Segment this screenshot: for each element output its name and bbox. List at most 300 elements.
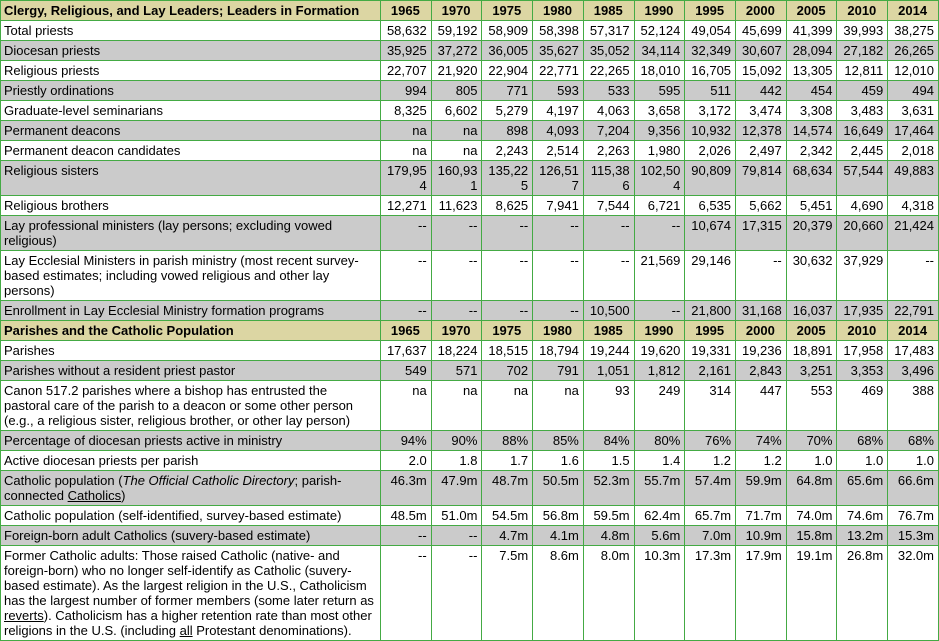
row-label [1,471,381,506]
value-cell: 27,182 [837,41,888,61]
value-cell: 791 [533,361,584,381]
value-cell: 2,243 [482,141,533,161]
value-cell: 21,569 [634,251,685,301]
value-cell: 45,699 [736,21,787,41]
year-header: 1990 [634,1,685,21]
value-cell: 3,483 [837,101,888,121]
value-cell: 66.6m [888,471,939,506]
value-cell: 9,356 [634,121,685,141]
value-cell: 22,265 [583,61,634,81]
value-cell: 19,620 [634,341,685,361]
value-cell: 4.8m [583,526,634,546]
value-cell: 447 [736,381,787,431]
value-cell: 593 [533,81,584,101]
value-cell: 5,451 [786,196,837,216]
table-row [1,41,939,61]
value-cell: 18,794 [533,341,584,361]
value-cell: 1.0 [888,451,939,471]
row-label: Religious brothers [1,196,381,216]
value-cell: -- [431,546,482,641]
value-cell: -- [888,251,939,301]
value-cell: 2,026 [685,141,736,161]
table-row [1,251,939,301]
year-header: 1970 [431,1,482,21]
value-cell: 58,909 [482,21,533,41]
value-cell: 8.6m [533,546,584,641]
value-cell: 32.0m [888,546,939,641]
value-cell: 35,627 [533,41,584,61]
row-label: Diocesan priests [1,41,381,61]
value-cell: 29,146 [685,251,736,301]
value-cell: 126,517 [533,161,584,196]
value-cell: -- [431,216,482,251]
value-cell: 17.3m [685,546,736,641]
value-cell: 18,515 [482,341,533,361]
value-cell: 17,464 [888,121,939,141]
value-cell: 14,574 [786,121,837,141]
value-cell: 12,010 [888,61,939,81]
value-cell: 314 [685,381,736,431]
value-cell: 12,811 [837,61,888,81]
value-cell: 7,544 [583,196,634,216]
value-cell: 469 [837,381,888,431]
value-cell: 59,192 [431,21,482,41]
value-cell: 8.0m [583,546,634,641]
value-cell: 57,317 [583,21,634,41]
value-cell: 1.6 [533,451,584,471]
table-row [1,301,939,321]
value-cell: 553 [786,381,837,431]
value-cell: 771 [482,81,533,101]
value-cell: 10,500 [583,301,634,321]
value-cell: 17.9m [736,546,787,641]
year-header: 1995 [685,321,736,341]
value-cell: 3,308 [786,101,837,121]
value-cell: 22,791 [888,301,939,321]
year-header: 1975 [482,321,533,341]
row-label: Priestly ordinations [1,81,381,101]
label-text: Former Catholic adults: Those raised Catholic (native- and foreign-born) who no longer self-identify as Catholic (suvery-based estimate). As the largest religion in the U.S., Catholicism has the largest number of former members (some later return as [4,548,374,608]
value-cell: 6,535 [685,196,736,216]
value-cell: 21,920 [431,61,482,81]
value-cell: 442 [736,81,787,101]
value-cell: 13.2m [837,526,888,546]
value-cell: na [381,141,432,161]
table-row [1,101,939,121]
value-cell: 59.5m [583,506,634,526]
row-label: Enrollment in Lay Ecclesial Ministry formation programs [1,301,381,321]
value-cell: 1.5 [583,451,634,471]
value-cell: 20,379 [786,216,837,251]
year-header: 1980 [533,1,584,21]
value-cell: 15.3m [888,526,939,546]
value-cell: 90% [431,431,482,451]
value-cell: 549 [381,361,432,381]
value-cell: 4,690 [837,196,888,216]
value-cell: 30,607 [736,41,787,61]
inline-link[interactable]: reverts [4,608,44,623]
value-cell: 37,929 [837,251,888,301]
table-row [1,21,939,41]
value-cell: 3,496 [888,361,939,381]
value-cell: 17,315 [736,216,787,251]
value-cell: 595 [634,81,685,101]
value-cell: 15.8m [786,526,837,546]
value-cell: 454 [786,81,837,101]
value-cell: 52.3m [583,471,634,506]
table-row [1,161,939,196]
value-cell: 1,980 [634,141,685,161]
value-cell: na [431,141,482,161]
value-cell: -- [533,251,584,301]
value-cell: 2,514 [533,141,584,161]
value-cell: -- [482,301,533,321]
value-cell: 16,705 [685,61,736,81]
value-cell: 74.6m [837,506,888,526]
value-cell: 12,271 [381,196,432,216]
value-cell: 56.8m [533,506,584,526]
row-label: Canon 517.2 parishes where a bishop has entrusted the pastoral care of the parish to a deacon or some other person (e.g., a religious sister, religious brother, or other lay person) [1,381,381,431]
value-cell: -- [482,251,533,301]
value-cell: 115,386 [583,161,634,196]
value-cell: 4,093 [533,121,584,141]
value-cell: 805 [431,81,482,101]
value-cell: 388 [888,381,939,431]
value-cell: 41,399 [786,21,837,41]
value-cell: 18,010 [634,61,685,81]
value-cell: -- [736,251,787,301]
value-cell: na [431,121,482,141]
value-cell: 26,265 [888,41,939,61]
table-row [1,121,939,141]
value-cell: -- [634,216,685,251]
value-cell: 80% [634,431,685,451]
value-cell: 7.0m [685,526,736,546]
value-cell: 49,054 [685,21,736,41]
section-header-row [1,321,939,341]
value-cell: 19.1m [786,546,837,641]
row-label: Catholic population (self-identified, survey-based estimate) [1,506,381,526]
table-row [1,546,939,641]
value-cell: 4,318 [888,196,939,216]
value-cell: -- [431,526,482,546]
value-cell: 1.0 [786,451,837,471]
value-cell: 84% [583,431,634,451]
label-text: ) [121,488,126,503]
value-cell: 28,094 [786,41,837,61]
value-cell: 22,771 [533,61,584,81]
value-cell: 19,331 [685,341,736,361]
value-cell: 31,168 [736,301,787,321]
value-cell: 16,649 [837,121,888,141]
value-cell: 7.5m [482,546,533,641]
year-header: 1985 [583,321,634,341]
value-cell: -- [431,301,482,321]
value-cell: 13,305 [786,61,837,81]
value-cell: 15,092 [736,61,787,81]
table-row [1,196,939,216]
value-cell: 5,662 [736,196,787,216]
value-cell: -- [431,251,482,301]
value-cell: 1,051 [583,361,634,381]
value-cell: -- [381,251,432,301]
value-cell: 76% [685,431,736,451]
value-cell: 3,631 [888,101,939,121]
year-header: 1965 [381,1,432,21]
value-cell: 21,424 [888,216,939,251]
value-cell: 94% [381,431,432,451]
value-cell: 4,197 [533,101,584,121]
section-title: Parishes and the Catholic Population [1,321,381,341]
value-cell: 17,935 [837,301,888,321]
value-cell: 58,398 [533,21,584,41]
value-cell: 39,993 [837,21,888,41]
value-cell: 52,124 [634,21,685,41]
value-cell: 2,497 [736,141,787,161]
value-cell: 36,005 [482,41,533,61]
value-cell: -- [583,216,634,251]
row-label: Permanent deacon candidates [1,141,381,161]
value-cell: na [482,381,533,431]
year-header: 2000 [736,1,787,21]
year-header: 1965 [381,321,432,341]
value-cell: 90,809 [685,161,736,196]
value-cell: 22,904 [482,61,533,81]
value-cell: na [381,121,432,141]
value-cell: 48.7m [482,471,533,506]
value-cell: 93 [583,381,634,431]
value-cell: 2,843 [736,361,787,381]
value-cell: 18,224 [431,341,482,361]
value-cell: 20,660 [837,216,888,251]
value-cell: 11,623 [431,196,482,216]
value-cell: 1.7 [482,451,533,471]
value-cell: 3,353 [837,361,888,381]
year-header: 1990 [634,321,685,341]
value-cell: 10.9m [736,526,787,546]
value-cell: 2.0 [381,451,432,471]
value-cell: 8,325 [381,101,432,121]
value-cell: 249 [634,381,685,431]
row-label [1,546,381,641]
value-cell: 5,279 [482,101,533,121]
value-cell: 35,052 [583,41,634,61]
value-cell: 3,172 [685,101,736,121]
section-title: Clergy, Religious, and Lay Leaders; Leaders in Formation [1,1,381,21]
value-cell: 22,707 [381,61,432,81]
value-cell: 2,161 [685,361,736,381]
table-row [1,451,939,471]
table-row [1,216,939,251]
value-cell: 55.7m [634,471,685,506]
value-cell: 16,037 [786,301,837,321]
value-cell: 1,812 [634,361,685,381]
value-cell: na [381,381,432,431]
value-cell: 160,931 [431,161,482,196]
value-cell: 68% [837,431,888,451]
value-cell: 7,941 [533,196,584,216]
value-cell: 19,244 [583,341,634,361]
value-cell: 1.4 [634,451,685,471]
year-header: 2010 [837,321,888,341]
value-cell: 994 [381,81,432,101]
value-cell: 702 [482,361,533,381]
row-label: Lay Ecclesial Ministers in parish ministry (most recent survey-based estimates; including vowed religious and other lay persons) [1,251,381,301]
value-cell: 64.8m [786,471,837,506]
value-cell: -- [533,301,584,321]
value-cell: 48.5m [381,506,432,526]
row-label: Parishes [1,341,381,361]
value-cell: 57,544 [837,161,888,196]
value-cell: 511 [685,81,736,101]
value-cell: 65.6m [837,471,888,506]
value-cell: 51.0m [431,506,482,526]
value-cell: 1.2 [736,451,787,471]
value-cell: 17,958 [837,341,888,361]
year-header: 2014 [888,1,939,21]
year-header: 1985 [583,1,634,21]
year-header: 2005 [786,321,837,341]
value-cell: 2,018 [888,141,939,161]
value-cell: 17,483 [888,341,939,361]
value-cell: 3,251 [786,361,837,381]
row-label: Active diocesan priests per parish [1,451,381,471]
value-cell: 2,263 [583,141,634,161]
value-cell: 8,625 [482,196,533,216]
italic-text: The Official Catholic Directory [122,473,295,488]
value-cell: 59.9m [736,471,787,506]
value-cell: 46.3m [381,471,432,506]
row-label: Lay professional ministers (lay persons; excluding vowed religious) [1,216,381,251]
value-cell: 79,814 [736,161,787,196]
value-cell: 4.1m [533,526,584,546]
table-row [1,81,939,101]
value-cell: 68% [888,431,939,451]
value-cell: 26.8m [837,546,888,641]
value-cell: 3,474 [736,101,787,121]
value-cell: 34,114 [634,41,685,61]
value-cell: 533 [583,81,634,101]
year-header: 1970 [431,321,482,341]
section-header-row [1,1,939,21]
label-text: ; parish-connected [4,473,342,503]
value-cell: 30,632 [786,251,837,301]
year-header: 1975 [482,1,533,21]
value-cell: 35,925 [381,41,432,61]
value-cell: 17,637 [381,341,432,361]
value-cell: 76.7m [888,506,939,526]
value-cell: 32,349 [685,41,736,61]
value-cell: 18,891 [786,341,837,361]
table-row [1,381,939,431]
value-cell: 4,063 [583,101,634,121]
table-row [1,61,939,81]
row-label: Religious sisters [1,161,381,196]
value-cell: -- [533,216,584,251]
value-cell: 10,674 [685,216,736,251]
value-cell: -- [634,301,685,321]
value-cell: 571 [431,361,482,381]
table-row [1,471,939,506]
value-cell: -- [482,216,533,251]
value-cell: 74.0m [786,506,837,526]
value-cell: 2,445 [837,141,888,161]
value-cell: 65.7m [685,506,736,526]
value-cell: -- [583,251,634,301]
table-row [1,361,939,381]
table-row [1,341,939,361]
value-cell: 71.7m [736,506,787,526]
value-cell: 62.4m [634,506,685,526]
value-cell: na [431,381,482,431]
value-cell: 1.2 [685,451,736,471]
value-cell: 50.5m [533,471,584,506]
value-cell: 494 [888,81,939,101]
value-cell: 179,954 [381,161,432,196]
value-cell: 12,378 [736,121,787,141]
row-label: Foreign-born adult Catholics (suvery-based estimate) [1,526,381,546]
value-cell: -- [381,216,432,251]
value-cell: 10,932 [685,121,736,141]
value-cell: 21,800 [685,301,736,321]
underlined-text: all [179,623,193,638]
value-cell: 54.5m [482,506,533,526]
value-cell: 3,658 [634,101,685,121]
value-cell: 37,272 [431,41,482,61]
value-cell: 4.7m [482,526,533,546]
inline-link[interactable]: Catholics [67,488,122,503]
value-cell: 47.9m [431,471,482,506]
row-label: Percentage of diocesan priests active in ministry [1,431,381,451]
value-cell: na [533,381,584,431]
value-cell: -- [381,301,432,321]
year-header: 1995 [685,1,736,21]
year-header: 2000 [736,321,787,341]
value-cell: 7,204 [583,121,634,141]
year-header: 2005 [786,1,837,21]
value-cell: 1.0 [837,451,888,471]
value-cell: 6,602 [431,101,482,121]
value-cell: 38,275 [888,21,939,41]
row-label: Religious priests [1,61,381,81]
value-cell: 898 [482,121,533,141]
value-cell: -- [381,546,432,641]
table-row [1,141,939,161]
value-cell: -- [381,526,432,546]
value-cell: 49,883 [888,161,939,196]
value-cell: 102,504 [634,161,685,196]
value-cell: 19,236 [736,341,787,361]
label-text: ). Catholicism has a higher retention rate than most other religions in the U.S. (including [4,608,372,638]
table-row [1,431,939,451]
value-cell: 57.4m [685,471,736,506]
value-cell: 6,721 [634,196,685,216]
value-cell: 70% [786,431,837,451]
value-cell: 135,225 [482,161,533,196]
row-label: Parishes without a resident priest pastor [1,361,381,381]
year-header: 2014 [888,321,939,341]
value-cell: 88% [482,431,533,451]
value-cell: 74% [736,431,787,451]
value-cell: 459 [837,81,888,101]
value-cell: 58,632 [381,21,432,41]
value-cell: 1.8 [431,451,482,471]
table-row [1,526,939,546]
value-cell: 2,342 [786,141,837,161]
value-cell: 10.3m [634,546,685,641]
year-header: 1980 [533,321,584,341]
row-label: Permanent deacons [1,121,381,141]
